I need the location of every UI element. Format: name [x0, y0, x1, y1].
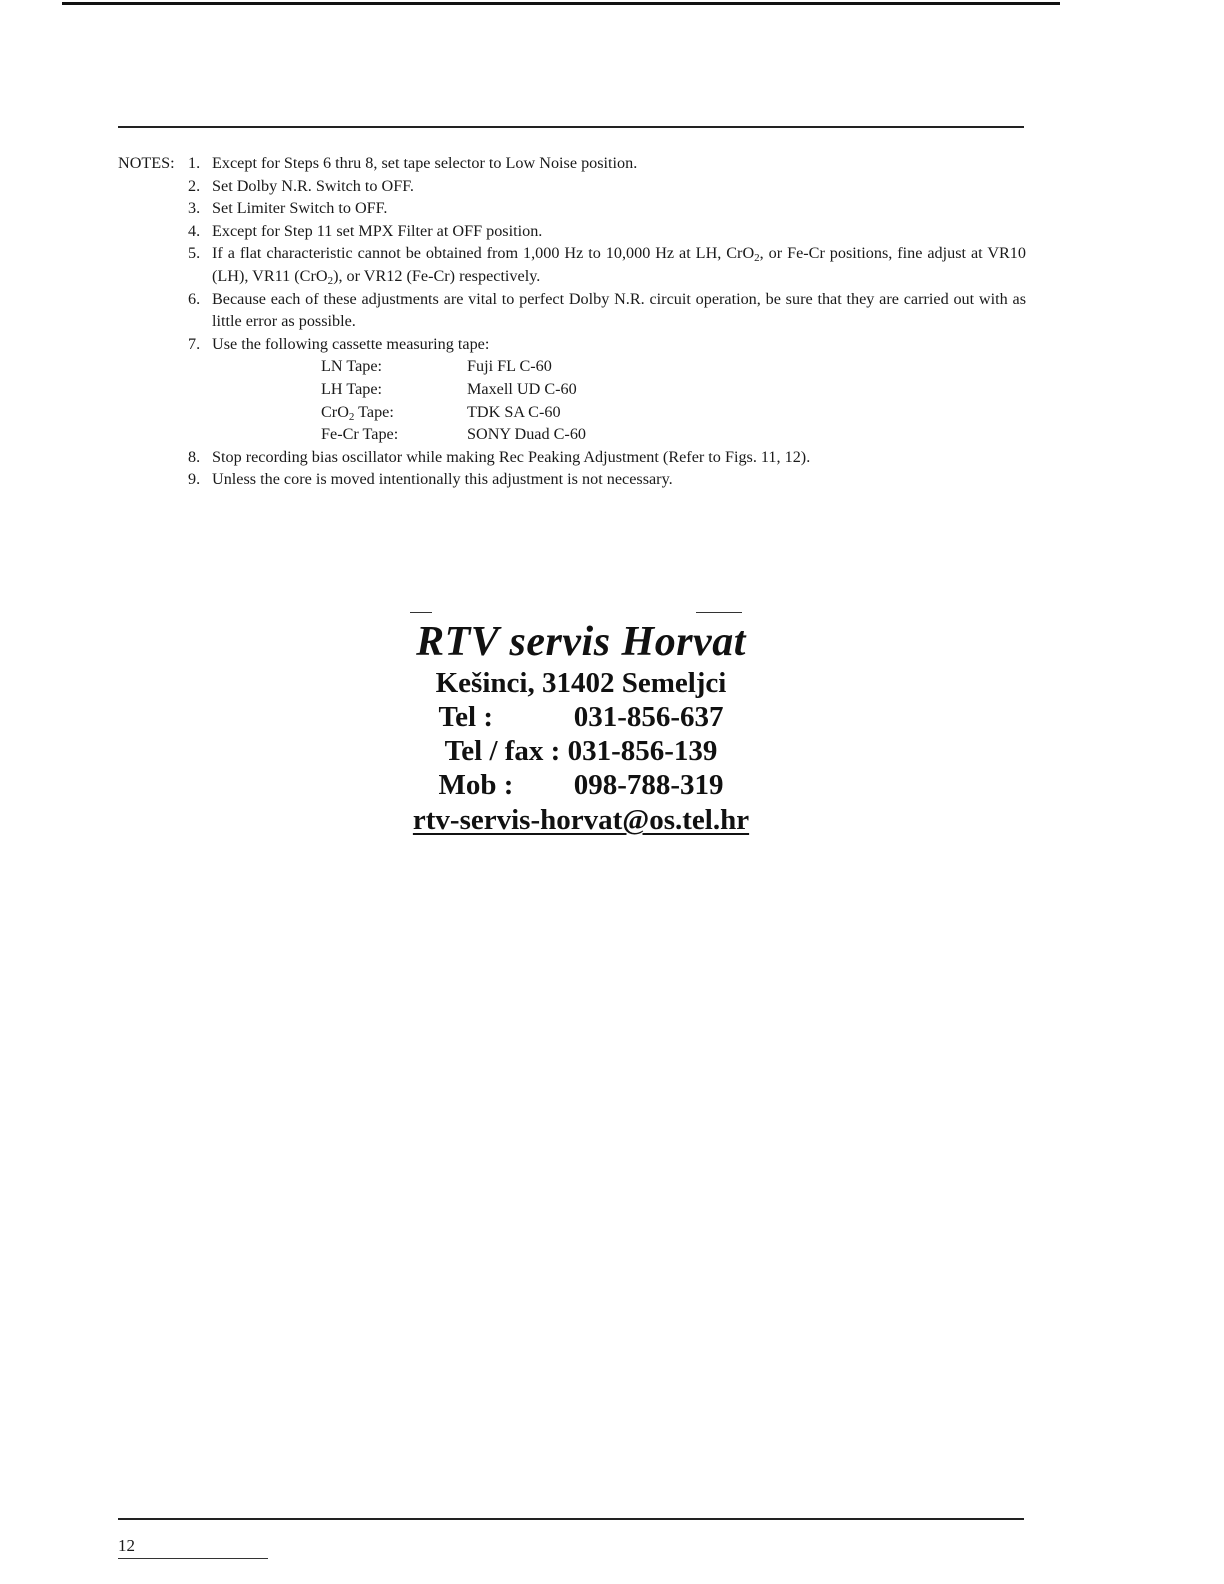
- note-text: Set Limiter Switch to OFF.: [212, 199, 388, 218]
- note-item: [118, 242, 1026, 287]
- page-number: 12: [118, 1536, 135, 1555]
- tape-value: Maxell UD C-60: [467, 379, 577, 398]
- tape-label: LN Tape:: [321, 357, 383, 376]
- tape-table: [321, 355, 1026, 445]
- tape-value: TDK SA C-60: [467, 402, 561, 421]
- notes-section: [118, 152, 1026, 491]
- stamp-tel: [396, 700, 766, 734]
- stamp-email: rtv-servis-horvat@os.tel.hr: [412, 804, 750, 836]
- tel-value: 031-856-637: [573, 701, 724, 733]
- tape-label: Fe-Cr Tape:: [321, 425, 399, 444]
- mob-value: 098-788-319: [573, 769, 724, 801]
- note-number: 4.: [188, 221, 201, 240]
- note-number: 1.: [188, 154, 201, 172]
- note-item: [118, 175, 1026, 198]
- fax-label: Tel / fax :: [444, 735, 561, 767]
- note-text: Except for Step 11 set MPX Filter at OFF position.: [212, 221, 543, 240]
- note-text-part: ), or VR12 (Fe-Cr) respectively.: [333, 266, 541, 285]
- note-text: Use the following cassette measuring tape:: [212, 334, 490, 353]
- fax-value: 031-856-139: [567, 735, 718, 767]
- subscript: 2: [754, 252, 760, 265]
- note-text: Set Dolby N.R. Switch to OFF.: [212, 176, 414, 195]
- tape-value: Fuji FL C-60: [467, 357, 552, 376]
- stamp-fax: [396, 734, 766, 768]
- tape-row: [321, 423, 1026, 446]
- stamp-mob: [396, 768, 766, 802]
- notes-label: NOTES:: [118, 154, 175, 172]
- note-text: Stop recording bias oscillator while making Rec Peaking Adjustment (Refer to Figs. 11, 12).: [212, 447, 811, 466]
- tape-label: LH Tape:: [321, 379, 383, 398]
- tape-value: SONY Duad C-60: [467, 425, 587, 444]
- note-number: 7.: [188, 334, 201, 353]
- note-number: 8.: [188, 447, 201, 466]
- tape-row: [321, 401, 1026, 424]
- note-item: [118, 197, 1026, 220]
- note-item: [118, 220, 1026, 243]
- note-text: Because each of these adjustments are vital to perfect Dolby N.R. circuit operation, be sure that they are carried out with as little error as possible.: [212, 289, 1026, 331]
- header-rule: [118, 126, 1024, 128]
- stamp-smudge: [410, 612, 432, 613]
- stamp-smudge: [696, 612, 742, 613]
- mob-label: Mob :: [438, 769, 514, 801]
- tape-row: [321, 355, 1026, 378]
- subscript: 2: [327, 274, 334, 287]
- note-text: Except for Steps 6 thru 8, set tape selector to Low Noise position.: [212, 154, 638, 172]
- subscript: 2: [348, 410, 355, 423]
- service-stamp: [396, 612, 766, 837]
- note-item: [118, 288, 1026, 333]
- note-text: [212, 242, 1026, 287]
- note-item: [118, 446, 1026, 469]
- footer-rule: [118, 1518, 1024, 1520]
- note-number: 5.: [188, 244, 201, 263]
- stamp-title: RTV servis Horvat: [416, 619, 746, 665]
- note-number: 6.: [188, 289, 201, 308]
- top-border: [62, 2, 1060, 5]
- tape-row: [321, 378, 1026, 401]
- note-item: [118, 333, 1026, 356]
- note-text: Unless the core is moved intentionally this adjustment is not necessary.: [212, 470, 673, 489]
- note-number: 9.: [188, 470, 201, 489]
- tape-label-part: Tape:: [354, 402, 394, 421]
- stamp-address: Kešinci, 31402 Semeljci: [435, 667, 727, 699]
- tel-label: Tel :: [438, 701, 493, 733]
- note-item: [118, 468, 1026, 491]
- note-number: 3.: [188, 199, 201, 218]
- note-text-part: , or Fe-Cr positions, fine adjust at VR10 (LH), VR11 (CrO: [212, 244, 1026, 285]
- note-item: [118, 152, 1026, 175]
- note-text-part: If a flat characteristic cannot be obtained from 1,000 Hz to 10,000 Hz at LH, CrO: [212, 244, 755, 263]
- page-number-underline: [118, 1558, 268, 1559]
- tape-label-part: CrO: [321, 402, 349, 421]
- note-number: 2.: [188, 176, 201, 195]
- tape-label: [321, 401, 467, 424]
